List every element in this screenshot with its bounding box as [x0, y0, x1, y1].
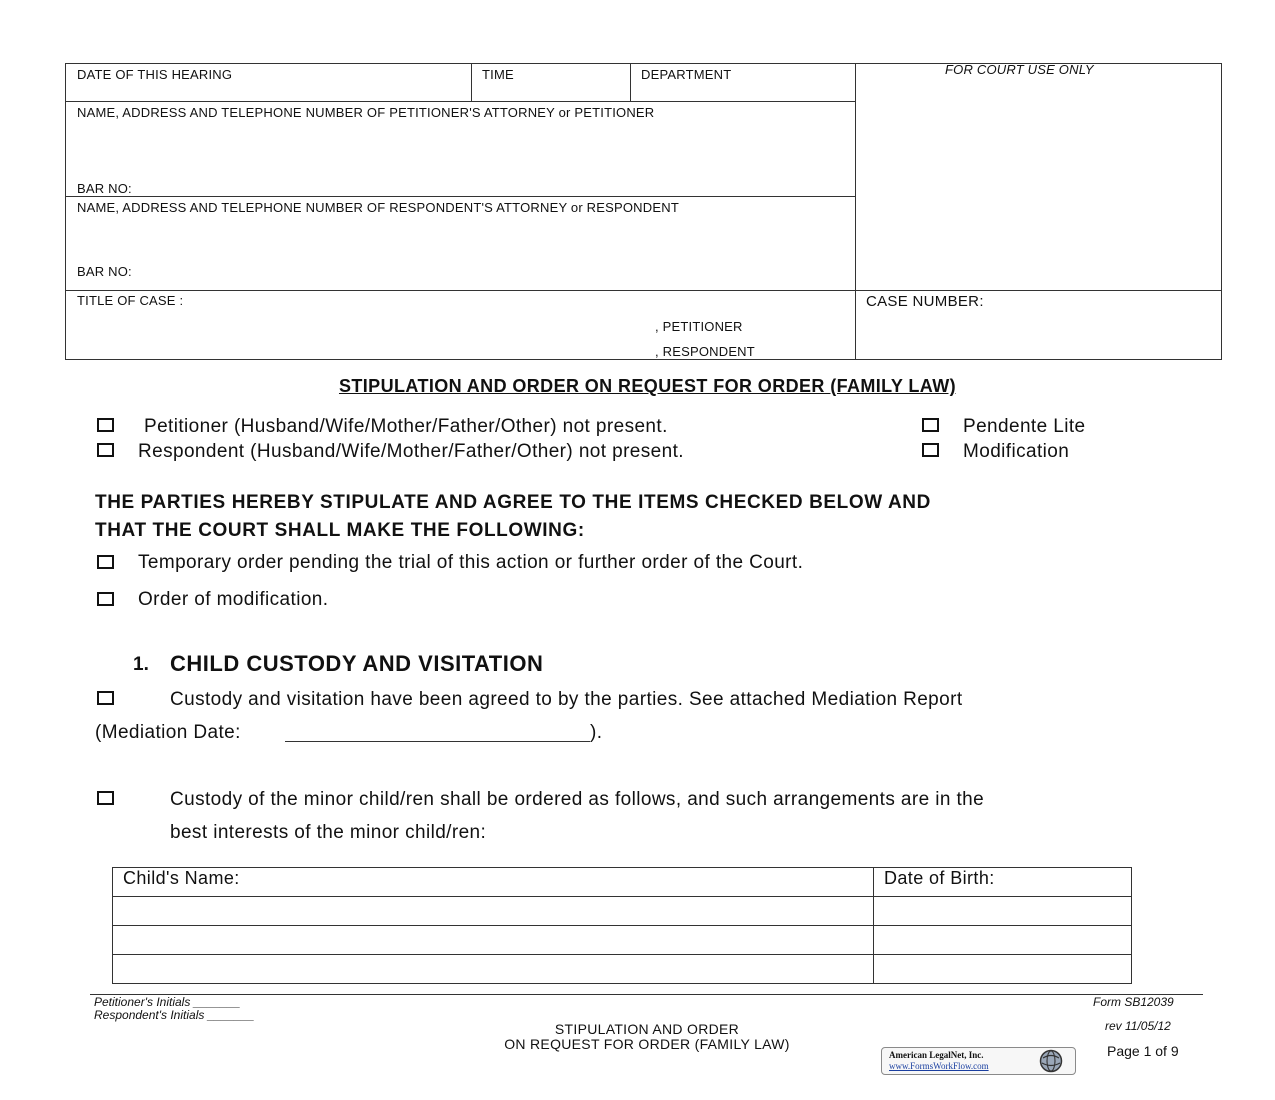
form-number: Form SB12039	[1093, 995, 1174, 1009]
table-row	[113, 897, 1132, 926]
footer-form-title-1: STIPULATION AND ORDER	[554, 1021, 740, 1037]
respondent-attorney-label: NAME, ADDRESS AND TELEPHONE NUMBER OF RESPONDENT'S ATTORNEY or RESPONDENT	[77, 200, 679, 215]
order-of-modification-checkbox[interactable]	[97, 592, 114, 606]
children-table	[112, 867, 1132, 984]
stipulation-heading-line1: THE PARTIES HEREBY STIPULATE AND AGREE TO THE ITEMS CHECKED BELOW AND	[95, 492, 931, 513]
section-number: 1.	[133, 654, 149, 675]
logo-line1: American LegalNet, Inc.	[889, 1050, 984, 1060]
title-of-case-label: TITLE OF CASE :	[77, 293, 184, 308]
child-dob-cell[interactable]	[874, 955, 1132, 984]
mediation-date-prefix: (Mediation Date:	[95, 722, 241, 743]
case-number-label: CASE NUMBER:	[866, 293, 984, 310]
page-number: Page 1 of 9	[1107, 1043, 1179, 1059]
divider	[471, 63, 472, 101]
department-label: DEPARTMENT	[641, 67, 732, 82]
date-of-birth-header: Date of Birth:	[874, 868, 1132, 897]
divider	[65, 101, 855, 102]
stipulation-heading-line2: THAT THE COURT SHALL MAKE THE FOLLOWING:	[95, 520, 585, 541]
logo-line2: www.FormsWorkFlow.com	[889, 1061, 989, 1071]
footer-form-title-2: ON REQUEST FOR ORDER (FAMILY LAW)	[504, 1036, 790, 1052]
mediation-date-suffix: ).	[590, 722, 603, 743]
section-heading: CHILD CUSTODY AND VISITATION	[170, 651, 544, 676]
footer-rule	[90, 994, 1203, 995]
child-name-cell[interactable]	[113, 955, 874, 984]
custody-ordered-text-line1: Custody of the minor child/ren shall be ordered as follows, and such arrangements are in the	[170, 789, 985, 810]
child-name-cell[interactable]	[113, 926, 874, 955]
custody-ordered-checkbox[interactable]	[97, 791, 114, 805]
respondent-not-present-checkbox[interactable]	[97, 443, 114, 457]
custody-agreed-text-line1: Custody and visitation have been agreed to by the parties. See attached Mediation Report	[170, 689, 963, 710]
custody-agreed-checkbox[interactable]	[97, 691, 114, 705]
child-dob-cell[interactable]	[874, 926, 1132, 955]
bar-no-petitioner: BAR NO:	[77, 181, 132, 196]
pendente-lite-label: Pendente Lite	[963, 416, 1086, 437]
respondent-suffix: , RESPONDENT	[655, 344, 755, 359]
table-row	[113, 955, 1132, 984]
divider	[65, 196, 855, 197]
mediation-date-field[interactable]	[285, 741, 590, 742]
petitioner-not-present-checkbox[interactable]	[97, 418, 114, 432]
court-use-label: FOR COURT USE ONLY	[945, 62, 1094, 77]
petitioner-initials: Petitioner's Initials _______	[94, 995, 241, 1009]
divider	[630, 63, 631, 101]
form-title: STIPULATION AND ORDER ON REQUEST FOR ORDER (FAMILY LAW)	[338, 376, 956, 396]
bar-no-respondent: BAR NO:	[77, 264, 132, 279]
respondent-initials: Respondent's Initials _______	[94, 1008, 255, 1022]
petitioner-suffix: , PETITIONER	[655, 319, 743, 334]
petitioner-attorney-label: NAME, ADDRESS AND TELEPHONE NUMBER OF PETITIONER'S ATTORNEY or PETITIONER	[77, 105, 655, 120]
modification-checkbox[interactable]	[922, 443, 939, 457]
order-of-modification-label: Order of modification.	[138, 589, 329, 610]
table-header-row	[113, 868, 1132, 897]
child-name-cell[interactable]	[113, 897, 874, 926]
modification-label: Modification	[963, 441, 1070, 462]
custody-ordered-text-line2: best interests of the minor child/ren:	[170, 822, 487, 843]
child-dob-cell[interactable]	[874, 897, 1132, 926]
temporary-order-checkbox[interactable]	[97, 555, 114, 569]
time-label: TIME	[482, 67, 514, 82]
divider	[855, 63, 856, 360]
pendente-lite-checkbox[interactable]	[922, 418, 939, 432]
vendor-logo	[881, 1047, 1076, 1075]
table-row	[113, 926, 1132, 955]
childs-name-header: Child's Name:	[113, 868, 874, 897]
respondent-not-present-label: Respondent (Husband/Wife/Mother/Father/Other) not present.	[138, 441, 684, 462]
temporary-order-label: Temporary order pending the trial of this action or further order of the Court.	[138, 552, 804, 573]
date-of-hearing-label: DATE OF THIS HEARING	[77, 67, 233, 82]
divider	[65, 290, 1222, 291]
globe-icon	[1038, 1049, 1064, 1073]
petitioner-not-present-label: Petitioner (Husband/Wife/Mother/Father/Other) not present.	[144, 416, 668, 437]
revision-date: rev 11/05/12	[1105, 1019, 1171, 1033]
